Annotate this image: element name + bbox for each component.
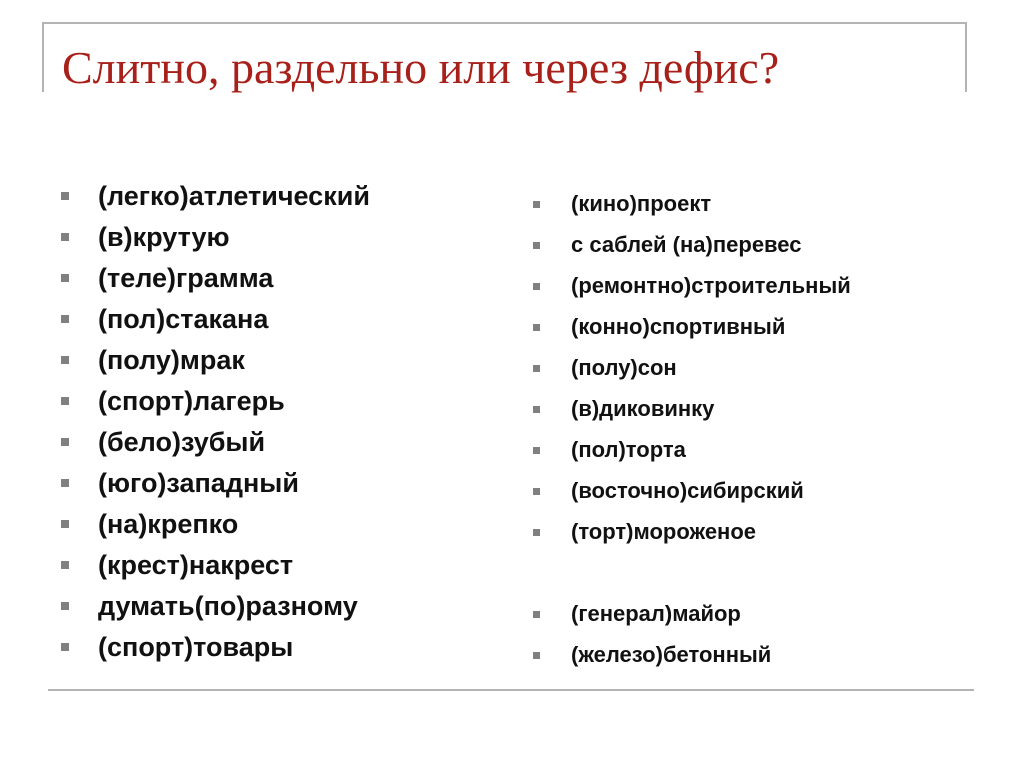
square-bullet-icon [533, 324, 540, 331]
frame-right-line [965, 22, 967, 92]
frame-top-line [42, 22, 967, 24]
list-item-text: (ремонтно)строительный [571, 273, 851, 298]
square-bullet-icon [61, 356, 69, 364]
list-item-text: (юго)западный [98, 468, 299, 498]
list-item-text: (крест)накрест [98, 550, 294, 580]
list-item-text: (конно)спортивный [571, 314, 786, 339]
list-item-text: (полу)мрак [98, 345, 245, 375]
slide-title: Слитно, раздельно или через дефис? [62, 42, 780, 93]
list-item-text: думать(по)разному [98, 591, 358, 621]
square-bullet-icon [61, 520, 69, 528]
square-bullet-icon [61, 561, 69, 569]
square-bullet-icon [61, 397, 69, 405]
square-bullet-icon [533, 652, 540, 659]
list-item-text: (кино)проект [571, 191, 712, 216]
list-item-text: (на)крепко [98, 509, 239, 539]
list-item-text: (спорт)лагерь [98, 386, 285, 416]
list-item-text: (пол)стакана [98, 304, 269, 334]
square-bullet-icon [533, 447, 540, 454]
square-bullet-icon [533, 242, 540, 249]
list-item-text: (пол)торта [571, 437, 686, 462]
square-bullet-icon [533, 365, 540, 372]
square-bullet-icon [533, 283, 540, 290]
list-item-text: (легко)атлетический [98, 181, 370, 211]
list-item-text: (спорт)товары [98, 632, 294, 662]
square-bullet-icon [61, 274, 69, 282]
square-bullet-icon [61, 479, 69, 487]
frame-bottom-line [48, 689, 974, 691]
square-bullet-icon [533, 529, 540, 536]
square-bullet-icon [533, 201, 540, 208]
square-bullet-icon [61, 192, 69, 200]
list-item-text: (в)диковинку [571, 396, 715, 421]
frame-left-line [42, 22, 44, 92]
list-item-text: (теле)грамма [98, 263, 274, 293]
square-bullet-icon [61, 643, 69, 651]
square-bullet-icon [533, 488, 540, 495]
list-item-text: с саблей (на)перевес [571, 232, 802, 257]
list-item-text: (железо)бетонный [571, 642, 772, 667]
square-bullet-icon [533, 611, 540, 618]
list-item-text: (полу)сон [571, 355, 677, 380]
list-item-text: (в)крутую [98, 222, 230, 252]
square-bullet-icon [61, 438, 69, 446]
square-bullet-icon [533, 406, 540, 413]
list-item-text: (торт)мороженое [571, 519, 757, 544]
square-bullet-icon [61, 602, 69, 610]
square-bullet-icon [61, 233, 69, 241]
list-item-text: (восточно)сибирский [571, 478, 804, 503]
list-item-text: (бело)зубый [98, 427, 266, 457]
square-bullet-icon [61, 315, 69, 323]
list-item-text: (генерал)майор [571, 601, 741, 626]
